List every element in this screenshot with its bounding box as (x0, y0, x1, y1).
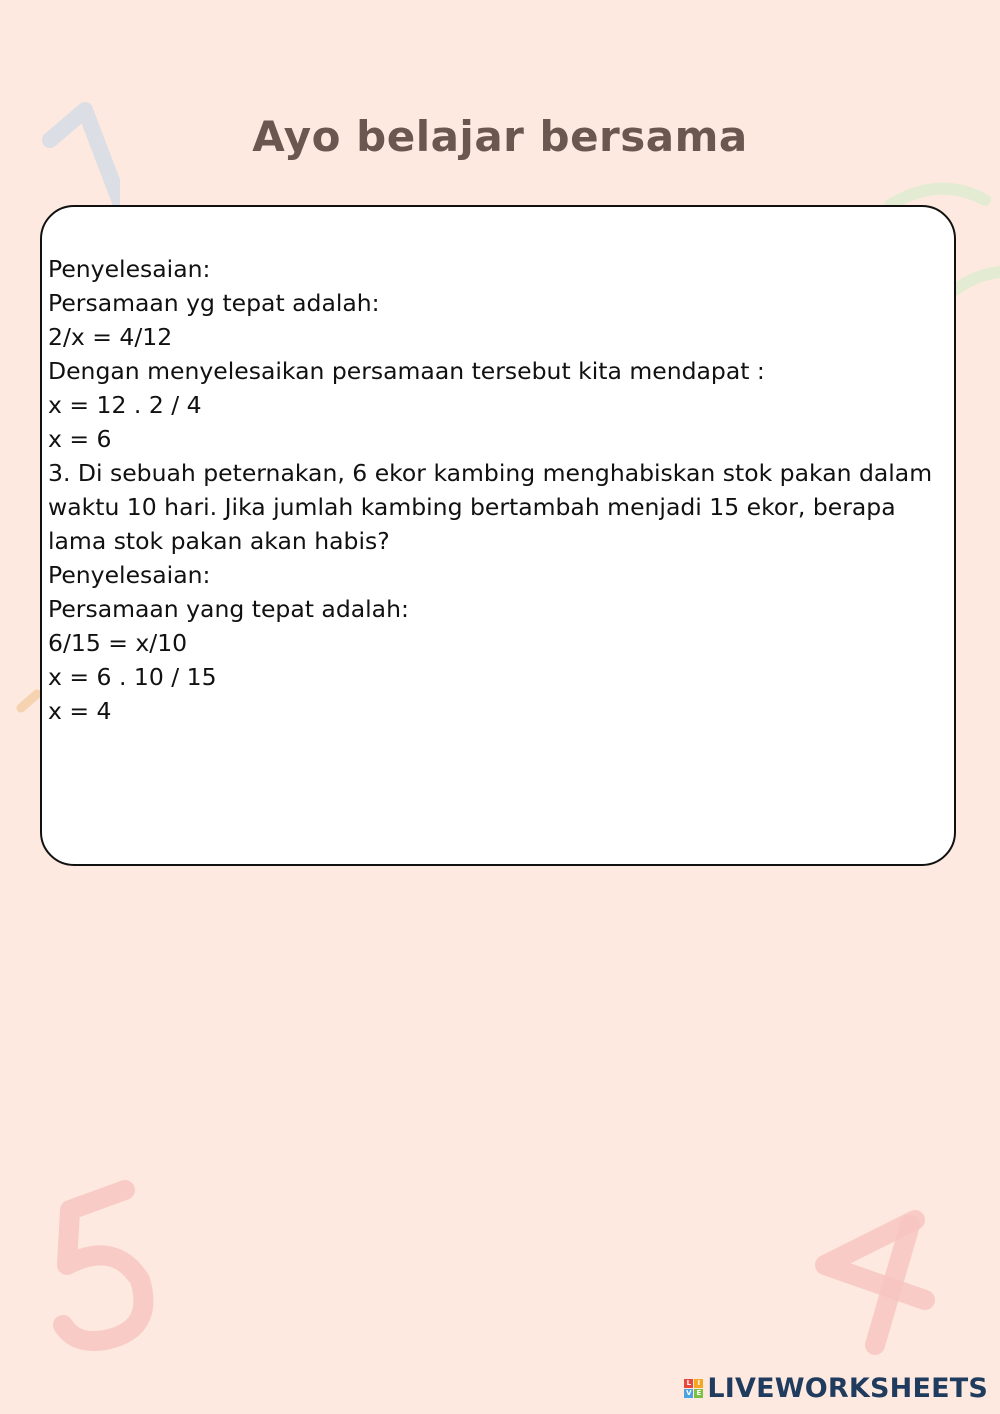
text-line: waktu 10 hari. Jika jumlah kambing bertambah menjadi 15 ekor, berapa (48, 493, 896, 521)
text-line: x = 4 (48, 697, 112, 725)
text-line: Penyelesaian: (48, 255, 211, 283)
text-line: x = 6 (48, 425, 112, 453)
text-line: 2/x = 4/12 (48, 323, 173, 351)
brand-name: LIVEWORKSHEETS (707, 1373, 988, 1404)
text-line: Persamaan yang tepat adalah: (48, 595, 409, 623)
logo-letter: V (686, 1389, 692, 1397)
text-line: 3. Di sebuah peternakan, 6 ekor kambing menghabiskan stok pakan dalam (48, 459, 933, 487)
logo-letter: I (694, 1379, 703, 1388)
liveworksheets-brand (684, 1373, 988, 1404)
liveworksheets-logo-icon (684, 1379, 703, 1398)
logo-letter: L (684, 1379, 693, 1388)
number-4-icon (805, 1205, 945, 1355)
text-line: x = 6 . 10 / 15 (48, 663, 217, 691)
text-line: Persamaan yg tepat adalah: (48, 289, 380, 317)
text-line: lama stok pakan akan habis? (48, 527, 390, 555)
text-line: 6/15 = x/10 (48, 629, 188, 657)
text-line: x = 12 . 2 / 4 (48, 391, 202, 419)
logo-letter: E (694, 1389, 703, 1398)
page-title: Ayo belajar bersama (252, 112, 748, 161)
number-5-icon (45, 1180, 165, 1360)
answer-card (40, 205, 956, 866)
answer-text (48, 252, 948, 728)
text-line: Dengan menyelesaikan persamaan tersebut kita mendapat : (48, 357, 765, 385)
text-line: Penyelesaian: (48, 561, 211, 589)
